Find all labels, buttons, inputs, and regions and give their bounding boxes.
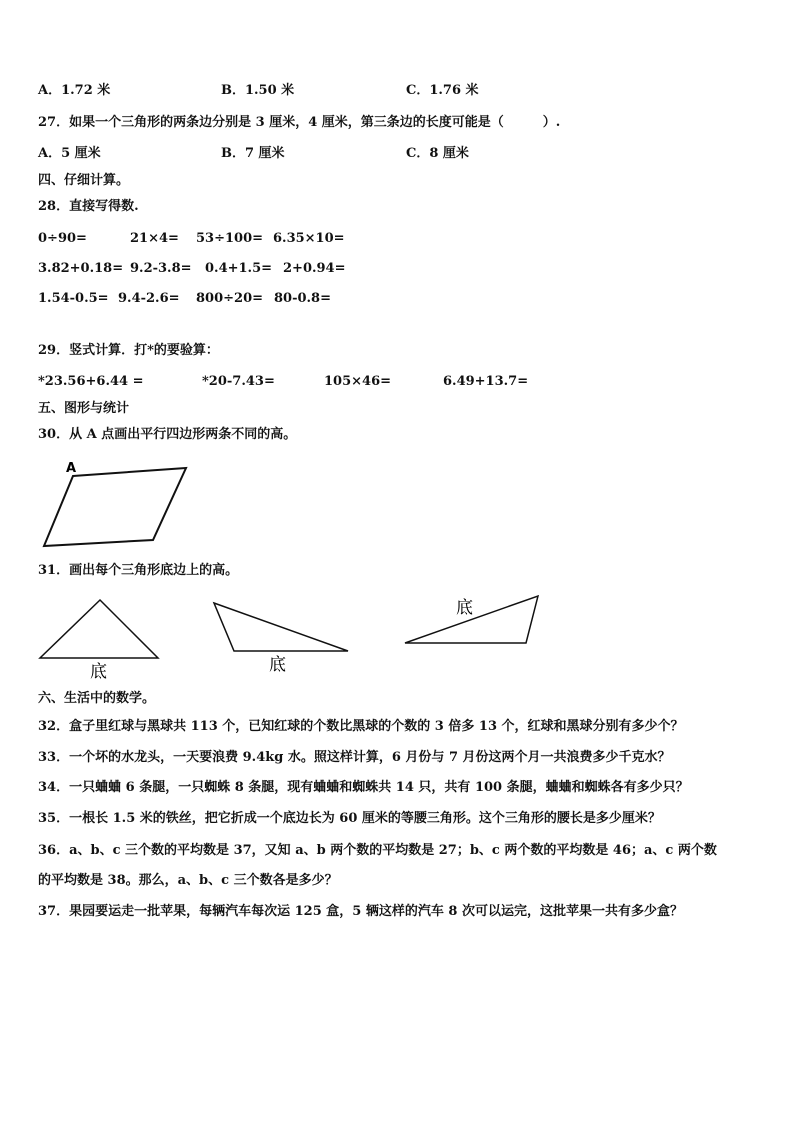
section-6-title: 六、生活中的数学。 <box>38 691 156 706</box>
q28-item: 6.35×10= <box>273 231 345 246</box>
section-5-title: 五、图形与统计 <box>38 401 130 416</box>
q29-stem: 29．竖式计算．打*的要验算： <box>38 343 219 358</box>
q30-stem: 30．从 A 点画出平行四边形两条不同的高。 <box>38 427 297 442</box>
triangle-1-base-label: 底 <box>90 662 107 682</box>
q36-text-line-1: 36．a、b、c 三个数的平均数是 37，又知 a、b 两个数的平均数是 27；b、c 两个数的平均数是 46；a、c 两个数 <box>38 843 717 858</box>
parallelogram <box>44 468 186 546</box>
q27-option-a: A．5 厘米 <box>38 146 101 161</box>
q29-item: *20-7.43= <box>202 374 275 389</box>
q26-option-c: C．1.76 米 <box>406 83 479 98</box>
q28-item: 0÷90= <box>38 231 87 246</box>
q26-option-a: A．1.72 米 <box>38 83 111 98</box>
vertex-a-label: A <box>66 461 77 476</box>
q27-stem: 27．如果一个三角形的两条边分别是 3 厘米，4 厘米，第三条边的长度可能是（ ）. <box>38 115 561 130</box>
triangle-2-base-label: 底 <box>269 655 286 675</box>
q26-option-b: B．1.50 米 <box>221 83 295 98</box>
q32-text: 32．盒子里红球与黑球共 113 个，已知红球的个数比黑球的个数的 3 倍多 13 个，红球和黑球分别有多少个？ <box>38 719 684 734</box>
q28-item: 9.4-2.6= <box>118 291 180 306</box>
q28-item: 1.54-0.5= <box>38 291 109 306</box>
triangle-1 <box>40 600 158 658</box>
q34-text: 34．一只蛐蛐 6 条腿，一只蜘蛛 8 条腿，现有蛐蛐和蜘蛛共 14 只，共有 100 条腿，蛐蛐和蜘蛛各有多少只？ <box>38 780 689 795</box>
q29-item: *23.56+6.44 = <box>38 374 144 389</box>
q29-item: 6.49+13.7= <box>443 374 529 389</box>
q35-text: 35．一根长 1.5 米的铁丝，把它折成一个底边长为 60 厘米的等腰三角形。这个三角形的腰长是多少厘米？ <box>38 811 661 826</box>
q27-option-c: C．8 厘米 <box>406 146 469 161</box>
q31-stem: 31．画出每个三角形底边上的高。 <box>38 563 239 578</box>
section-4-title: 四、仔细计算。 <box>38 173 130 188</box>
q28-item: 3.82+0.18= <box>38 261 124 276</box>
q28-item: 53÷100= <box>196 231 264 246</box>
q28-item: 2+0.94= <box>283 261 346 276</box>
q28-item: 0.4+1.5= <box>205 261 273 276</box>
triangle-2 <box>214 603 348 651</box>
q28-stem: 28．直接写得数. <box>38 199 139 214</box>
q36-text-line-2: 的平均数是 38。那么，a、b、c 三个数各是多少？ <box>38 873 338 888</box>
q37-text: 37．果园要运走一批苹果，每辆汽车每次运 125 盒，5 辆这样的汽车 8 次可以运完，这批苹果一共有多少盒？ <box>38 904 683 919</box>
q28-item: 80-0.8= <box>274 291 331 306</box>
q28-item: 21×4= <box>130 231 179 246</box>
q28-item: 9.2-3.8= <box>130 261 192 276</box>
q33-text: 33．一个坏的水龙头，一天要浪费 9.4kg 水。照这样计算，6 月份与 7 月份这两个月一共浪费多少千克水？ <box>38 750 671 765</box>
q29-item: 105×46= <box>324 374 392 389</box>
triangle-3-base-label: 底 <box>456 598 473 618</box>
q27-option-b: B．7 厘米 <box>221 146 285 161</box>
triangle-3 <box>405 596 538 643</box>
q28-item: 800÷20= <box>196 291 264 306</box>
